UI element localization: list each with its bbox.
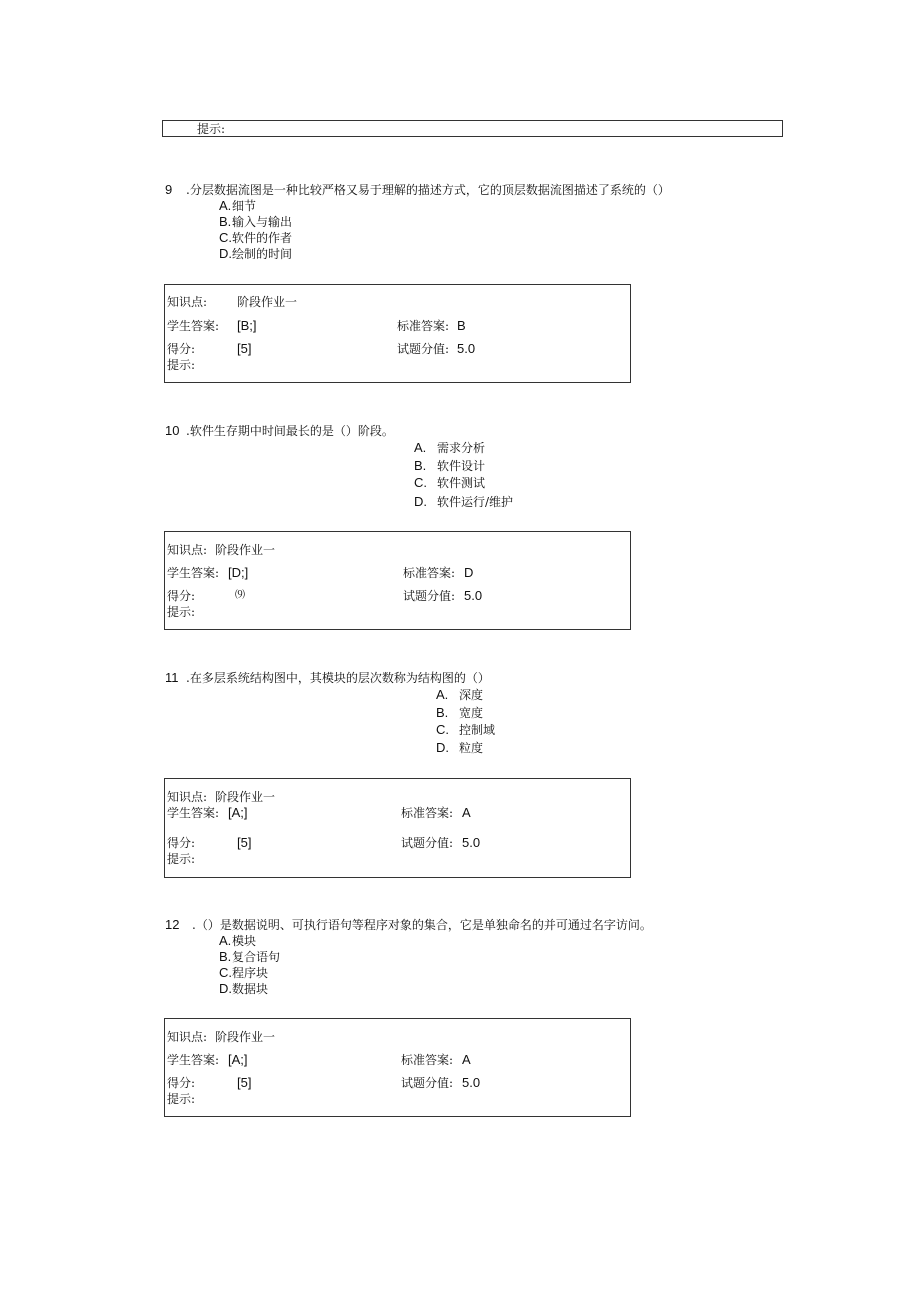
option-d-letter: D. (219, 246, 232, 261)
option-d-text: 软件运行/维护 (437, 495, 514, 509)
standard-answer-label: 标准答案: (403, 566, 456, 580)
knowledge-label: 知识点: (167, 1030, 208, 1044)
standard-answer-label: 标准答案: (401, 806, 454, 820)
option-c-letter: C. (219, 965, 232, 980)
option-a-text: 细节 (232, 199, 257, 213)
option-a-letter: A. (219, 198, 232, 213)
option-b-text: 输入与输出 (232, 215, 293, 229)
knowledge-value: 阶段作业一 (215, 790, 276, 804)
option-d-text: 数据块 (232, 982, 269, 996)
knowledge-value: 阶段作业一 (237, 295, 298, 309)
question-number: 12 (165, 917, 180, 932)
answer-info-box (164, 284, 631, 383)
standard-answer-value: A (462, 1052, 471, 1067)
points-label: 试题分值: (403, 589, 456, 603)
score-value: [5] (237, 341, 252, 356)
option-c-text: 程序块 (232, 966, 269, 980)
prev-question-info-box (162, 120, 783, 137)
points-value: 5.0 (464, 588, 483, 603)
question-text: .软件生存期中时间最长的是（）阶段。 (186, 424, 394, 438)
points-value: 5.0 (462, 835, 481, 850)
option-b-letter: B. (219, 214, 232, 229)
student-answer-value: [A;] (228, 1052, 248, 1067)
score-value: ⑼ (235, 590, 245, 601)
option-a-letter: A. (219, 933, 232, 948)
option-c-text: 软件的作者 (232, 231, 293, 245)
score-label: 得分: (167, 836, 196, 850)
knowledge-value: 阶段作业一 (215, 543, 276, 557)
student-answer-label: 学生答案: (167, 1053, 220, 1067)
score-label: 得分: (167, 1076, 196, 1090)
hint-label: 提示: (167, 605, 196, 619)
knowledge-value: 阶段作业一 (215, 1030, 276, 1044)
knowledge-label: 知识点: (167, 543, 208, 557)
knowledge-label: 知识点: (167, 790, 208, 804)
option-b-text: 软件设计 (437, 459, 486, 473)
question-text: .在多层系统结构图中，其模块的层次数称为结构图的（） (186, 671, 490, 685)
option-a-text: 深度 (459, 688, 484, 702)
student-answer-value: [B;] (237, 318, 257, 333)
answer-info-box (164, 1018, 631, 1117)
standard-answer-label: 标准答案: (397, 319, 450, 333)
question-text: .（）是数据说明、可执行语句等程序对象的集合，它是单独命名的并可通过名字访问。 (192, 918, 652, 932)
option-b-text: 宽度 (459, 706, 484, 720)
option-b-letter: B. (436, 705, 449, 720)
question-number: 10 (165, 423, 180, 438)
points-label: 试题分值: (401, 1076, 454, 1090)
question-number: 11 (165, 670, 179, 685)
standard-answer-value: B (457, 318, 466, 333)
score-value: [5] (237, 835, 252, 850)
knowledge-label: 知识点: (167, 295, 208, 309)
option-c-text: 控制域 (459, 723, 496, 737)
points-value: 5.0 (457, 341, 476, 356)
option-c-letter: C. (436, 722, 449, 737)
option-a-text: 模块 (232, 934, 257, 948)
points-label: 试题分值: (401, 836, 454, 850)
option-d-text: 粒度 (459, 741, 484, 755)
option-b-letter: B. (219, 949, 232, 964)
standard-answer-value: A (462, 805, 471, 820)
answer-info-box (164, 531, 631, 630)
option-b-text: 复合语句 (232, 950, 281, 964)
score-label: 得分: (167, 589, 196, 603)
option-c-text: 软件测试 (437, 476, 486, 490)
points-value: 5.0 (462, 1075, 481, 1090)
student-answer-value: [D;] (228, 565, 249, 580)
student-answer-value: [A;] (228, 805, 248, 820)
option-b-letter: B. (414, 458, 427, 473)
student-answer-label: 学生答案: (167, 566, 220, 580)
score-label: 得分: (167, 342, 196, 356)
standard-answer-label: 标准答案: (401, 1053, 454, 1067)
option-a-text: 需求分析 (437, 441, 486, 455)
student-answer-label: 学生答案: (167, 319, 220, 333)
answer-info-box (164, 778, 631, 878)
score-value: [5] (237, 1075, 252, 1090)
option-c-letter: C. (219, 230, 232, 245)
question-text: .分层数据流图是一种比较严格又易于理解的描述方式，它的顶层数据流图描述了系统的（） (186, 183, 670, 197)
points-label: 试题分值: (397, 342, 450, 356)
hint-label: 提示: (167, 852, 196, 866)
option-c-letter: C. (414, 475, 427, 490)
question-number: 9 (165, 182, 173, 197)
option-a-letter: A. (414, 440, 427, 455)
option-d-letter: D. (219, 981, 232, 996)
option-d-letter: D. (436, 740, 449, 755)
standard-answer-value: D (464, 565, 474, 580)
hint-label: 提示: (167, 358, 196, 372)
hint-label: 提示: (167, 1092, 196, 1106)
option-d-letter: D. (414, 494, 427, 509)
hint-label: 提示: (197, 122, 226, 136)
option-d-text: 绘制的时间 (232, 247, 293, 261)
option-a-letter: A. (436, 687, 449, 702)
student-answer-label: 学生答案: (167, 806, 220, 820)
